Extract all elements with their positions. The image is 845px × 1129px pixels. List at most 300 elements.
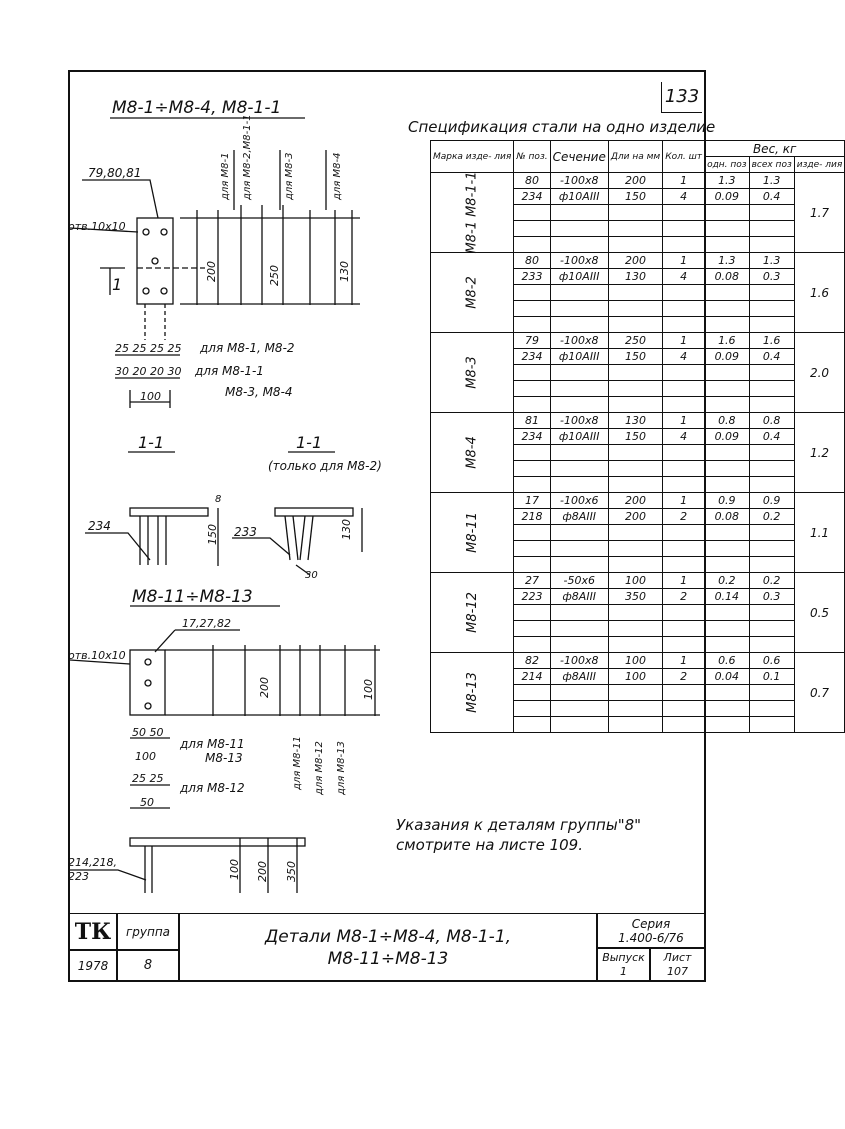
section-offset: 30 [305, 570, 318, 581]
spec-cell [608, 605, 662, 621]
spec-cell [608, 621, 662, 637]
spec-cell [514, 445, 550, 461]
sheet-cell [649, 947, 706, 982]
bottom-note-m8-12: для М8-12 [180, 781, 245, 795]
org-mark: ТК [68, 913, 118, 951]
spec-cell: 0.08 [705, 269, 750, 285]
spec-cell: 223 [514, 589, 550, 605]
issue-cell [596, 947, 651, 982]
spec-cell [550, 237, 608, 253]
top-drawing-title: M8-1÷M8-4, M8-1-1 [112, 98, 282, 118]
section-right-label: 1-1 [296, 433, 323, 452]
spec-cell [550, 637, 608, 653]
spec-cell: 0.6 [705, 653, 750, 669]
spec-cell [550, 221, 608, 237]
spec-cell: 233 [514, 269, 550, 285]
section-left-label: 1-1 [138, 433, 165, 452]
spec-cell [749, 541, 794, 557]
spec-mark: М8-3 [464, 356, 480, 389]
spec-cell: 80 [514, 253, 550, 269]
spec-cell: 27 [514, 573, 550, 589]
spec-cell: 1.3 [749, 173, 794, 189]
bottom-w2: 25 25 [132, 772, 164, 785]
spec-cell [514, 301, 550, 317]
spec-cell [514, 381, 550, 397]
spec-cell: ф10АIII [550, 429, 608, 445]
spec-cell [550, 557, 608, 573]
spec-cell [749, 365, 794, 381]
spec-cell [663, 445, 705, 461]
spec-cell [608, 381, 662, 397]
spec-cell [705, 381, 750, 397]
top-height-130: 130 [338, 261, 351, 282]
spec-cell: 150 [608, 349, 662, 365]
spec-cell: -100x8 [550, 253, 608, 269]
spec-cell: 0.2 [749, 573, 794, 589]
spec-cell: ф8АIII [550, 509, 608, 525]
table-row [431, 253, 845, 269]
spec-cell: 200 [608, 253, 662, 269]
spec-cell: 150 [608, 189, 662, 205]
spec-cell: 0.1 [749, 669, 794, 685]
spec-cell [705, 637, 750, 653]
spec-cell: 0.2 [749, 509, 794, 525]
spec-cell [663, 637, 705, 653]
spec-cell: 0.8 [705, 413, 750, 429]
spec-cell: 0.2 [705, 573, 750, 589]
spec-cell [663, 717, 705, 733]
spec-cell: 0.04 [705, 669, 750, 685]
section-right-note: (только для М8-2) [268, 459, 382, 473]
spec-cell [663, 221, 705, 237]
title-block [68, 913, 706, 982]
spec-cell [550, 301, 608, 317]
spec-mark-cell [431, 253, 514, 333]
spec-cell [608, 461, 662, 477]
spec-cell: 1.3 [705, 253, 750, 269]
spec-cell: 79 [514, 333, 550, 349]
spec-cell: 2 [663, 589, 705, 605]
note-m8-1-1: для М8-1-1 [195, 364, 264, 378]
spec-cell [550, 445, 608, 461]
note-m8-3-m8-4: М8-3, М8-4 [225, 385, 293, 399]
spec-cell [514, 477, 550, 493]
spec-cell: 1 [663, 173, 705, 189]
page-number: 133 [661, 82, 702, 113]
spec-cell [705, 685, 750, 701]
spec-cell [514, 365, 550, 381]
spec-cell: 200 [608, 493, 662, 509]
header-weight: Вес, кг [705, 141, 845, 157]
spec-cell [514, 637, 550, 653]
rod-length-350: 350 [285, 861, 298, 882]
spec-cell: -100x8 [550, 653, 608, 669]
spec-cell: 130 [608, 269, 662, 285]
dim-label-m8-3: для М8-3 [284, 152, 295, 200]
spec-cell [608, 637, 662, 653]
spec-cell [514, 717, 550, 733]
spec-mark-cell [431, 333, 514, 413]
spec-header-row [431, 141, 845, 157]
bottom-w1: 50 50 [132, 726, 164, 739]
spec-cell [550, 717, 608, 733]
spec-cell: 0.3 [749, 269, 794, 285]
spec-cell [663, 365, 705, 381]
spec-cell: 4 [663, 429, 705, 445]
spec-cell [663, 461, 705, 477]
spec-cell [514, 397, 550, 413]
spec-cell: 1 [663, 333, 705, 349]
spec-mark: М8-13 [464, 672, 480, 713]
spec-cell: 4 [663, 269, 705, 285]
spec-cell [749, 525, 794, 541]
spec-cell: 1.6 [749, 333, 794, 349]
spec-cell: 0.4 [749, 349, 794, 365]
spec-cell [749, 397, 794, 413]
spec-cell: 250 [608, 333, 662, 349]
table-row [431, 333, 845, 349]
table-row [431, 653, 845, 669]
spec-cell [550, 477, 608, 493]
spec-cell: 1.3 [749, 253, 794, 269]
spec-cell: ф10АIII [550, 189, 608, 205]
vert-label-m8-13: для М8-13 [336, 741, 347, 795]
spec-cell [608, 317, 662, 333]
spec-cell: 1.6 [705, 333, 750, 349]
spec-cell: 1 [663, 573, 705, 589]
table-row [431, 173, 845, 189]
issue-label: Выпуск [602, 950, 645, 964]
spec-cell [705, 477, 750, 493]
spec-cell [608, 541, 662, 557]
spec-cell: 0.08 [705, 509, 750, 525]
sheet-value: 107 [667, 964, 688, 978]
note-line-1: Указания к деталям группы"8" [396, 816, 642, 834]
top-height-250: 250 [268, 265, 281, 286]
bottom-height-100: 100 [362, 679, 375, 700]
spec-cell [514, 685, 550, 701]
spec-cell [749, 461, 794, 477]
spec-cell: ф10АIII [550, 269, 608, 285]
section-thick: 8 [215, 494, 222, 505]
spec-item-weight: 1.7 [794, 173, 845, 253]
spec-cell: 0.3 [749, 589, 794, 605]
spec-cell [749, 701, 794, 717]
spec-cell [663, 397, 705, 413]
spec-cell [514, 285, 550, 301]
spec-cell [749, 717, 794, 733]
spec-cell: 82 [514, 653, 550, 669]
spec-cell [608, 445, 662, 461]
top-width: 100 [140, 390, 161, 403]
spec-mark-cell [431, 493, 514, 573]
spec-mark: М8-1 М8-1-1 [464, 171, 480, 254]
spec-cell: 2 [663, 509, 705, 525]
spec-cell [608, 717, 662, 733]
series-value: 1.400-6/76 [618, 931, 684, 945]
top-callout: 79,80,81 [88, 166, 142, 180]
vert-label-m8-11: для М8-11 [292, 736, 303, 790]
header-pos: № поз. [514, 141, 550, 173]
group-number: 8 [116, 949, 180, 982]
spec-cell [550, 605, 608, 621]
spec-cell: ф8АIII [550, 669, 608, 685]
bottom-w1-total: 100 [135, 750, 156, 763]
spec-cell [514, 237, 550, 253]
spec-cell [705, 397, 750, 413]
spec-cell [608, 205, 662, 221]
spec-cell [663, 605, 705, 621]
spec-cell [550, 525, 608, 541]
spec-cell [749, 477, 794, 493]
spec-item-weight: 1.1 [794, 493, 845, 573]
spec-item-weight: 2.0 [794, 333, 845, 413]
spec-cell [608, 221, 662, 237]
spec-cell [749, 445, 794, 461]
spec-cell: 1 [663, 493, 705, 509]
spec-cell [749, 557, 794, 573]
spec-cell [663, 317, 705, 333]
header-qty: Кол. шт [663, 141, 705, 173]
header-mark: Марка изде- лия [431, 141, 514, 173]
spec-cell [705, 557, 750, 573]
spec-cell [705, 317, 750, 333]
table-row [431, 413, 845, 429]
spec-mark-cell [431, 413, 514, 493]
spec-cell: 80 [514, 173, 550, 189]
spec-cell [749, 637, 794, 653]
spec-cell: 234 [514, 349, 550, 365]
spec-cell [550, 621, 608, 637]
spec-cell: 1.3 [705, 173, 750, 189]
spec-cell [514, 461, 550, 477]
spec-mark-cell [431, 173, 514, 253]
spec-cell [705, 525, 750, 541]
spec-cell: 17 [514, 493, 550, 509]
row-25: 25 25 25 25 [115, 342, 182, 355]
spec-cell [514, 317, 550, 333]
spec-cell [608, 525, 662, 541]
spec-cell [550, 317, 608, 333]
header-length: Дли на мм [608, 141, 662, 173]
spec-cell: 0.8 [749, 413, 794, 429]
spec-cell [514, 205, 550, 221]
spec-cell: -100x6 [550, 493, 608, 509]
spec-cell [749, 301, 794, 317]
bottom-note-m8-11: для М8-11 [180, 737, 245, 751]
spec-mark: М8-11 [464, 512, 480, 553]
spec-cell [608, 365, 662, 381]
rods-callout: 214,218, [68, 856, 117, 869]
spec-cell [663, 301, 705, 317]
spec-cell [550, 205, 608, 221]
spec-cell [514, 621, 550, 637]
spec-cell [705, 717, 750, 733]
spec-mark-cell [431, 653, 514, 733]
spec-item-weight: 0.5 [794, 573, 845, 653]
spec-cell [608, 237, 662, 253]
bottom-note-m8-13: М8-13 [205, 751, 243, 765]
spec-cell [550, 701, 608, 717]
spec-cell [705, 445, 750, 461]
spec-cell [705, 461, 750, 477]
spec-cell [550, 541, 608, 557]
section-right-pos: 233 [234, 525, 257, 539]
spec-cell [514, 525, 550, 541]
spec-cell: 234 [514, 429, 550, 445]
header-w-all: всех поз [749, 157, 794, 173]
bottom-callout: 17,27,82 [182, 617, 231, 630]
spec-cell: 1 [663, 653, 705, 669]
vert-label-m8-12: для М8-12 [314, 741, 325, 795]
spec-cell [663, 237, 705, 253]
spec-cell [608, 477, 662, 493]
spec-cell: 1 [663, 253, 705, 269]
spec-cell [663, 701, 705, 717]
spec-cell [705, 301, 750, 317]
spec-cell [514, 605, 550, 621]
spec-cell: 1 [663, 413, 705, 429]
spec-cell [749, 317, 794, 333]
spec-item-weight: 1.2 [794, 413, 845, 493]
header-w-item: изде- лия [794, 157, 845, 173]
spec-cell: -100x8 [550, 173, 608, 189]
bottom-drawing-title: M8-11÷M8-13 [132, 587, 253, 607]
spec-cell: 130 [608, 413, 662, 429]
spec-mark: М8-4 [464, 436, 480, 469]
section-left-pos: 234 [88, 519, 111, 533]
spec-cell: 200 [608, 509, 662, 525]
dim-label-m8-1: для М8-1 [220, 152, 231, 200]
spec-cell [514, 701, 550, 717]
spec-cell [663, 541, 705, 557]
spec-cell [749, 237, 794, 253]
header-w-one: одн. поз [705, 157, 750, 173]
spec-cell [749, 205, 794, 221]
spec-cell: 214 [514, 669, 550, 685]
spec-cell [749, 605, 794, 621]
spec-cell [608, 397, 662, 413]
row-30: 30 20 20 30 [115, 365, 182, 378]
spec-mark: М8-12 [464, 592, 480, 633]
spec-cell [550, 461, 608, 477]
top-hole-label: отв.10x10 [68, 220, 126, 233]
spec-cell: -50x6 [550, 573, 608, 589]
spec-cell [608, 557, 662, 573]
spec-cell [705, 237, 750, 253]
spec-cell [514, 221, 550, 237]
spec-mark-cell [431, 573, 514, 653]
spec-cell: 100 [608, 669, 662, 685]
spec-cell [663, 477, 705, 493]
section-mark: 1 [112, 275, 123, 294]
spec-cell [663, 205, 705, 221]
spec-cell: 100 [608, 573, 662, 589]
spec-cell: 4 [663, 189, 705, 205]
spec-cell [550, 365, 608, 381]
spec-cell [608, 685, 662, 701]
spec-cell [550, 397, 608, 413]
section-left-height: 150 [206, 524, 219, 545]
spec-cell [514, 557, 550, 573]
rod-length-200: 200 [256, 861, 269, 882]
spec-item-weight: 1.6 [794, 253, 845, 333]
group-label: группа [116, 913, 180, 951]
spec-cell: ф10АIII [550, 349, 608, 365]
spec-item-weight: 0.7 [794, 653, 845, 733]
spec-table [430, 140, 845, 733]
spec-cell: 2 [663, 669, 705, 685]
issue-value: 1 [620, 964, 627, 978]
spec-cell: 81 [514, 413, 550, 429]
spec-cell: 0.4 [749, 189, 794, 205]
spec-cell [663, 285, 705, 301]
spec-cell [705, 205, 750, 221]
series-cell [596, 913, 706, 949]
spec-cell: -100x8 [550, 333, 608, 349]
spec-cell: 200 [608, 173, 662, 189]
dim-label-m8-4: для М8-4 [332, 152, 343, 200]
spec-cell: 0.9 [705, 493, 750, 509]
spec-cell [749, 685, 794, 701]
spec-cell: 4 [663, 349, 705, 365]
sheet-label: Лист [663, 950, 692, 964]
spec-title: Спецификация стали на одно изделие [408, 118, 716, 136]
spec-cell: -100x8 [550, 413, 608, 429]
spec-cell [705, 365, 750, 381]
dim-label-m8-2: для М8-2,М8-1-1 [242, 114, 253, 200]
header-section: Сечение [550, 141, 608, 173]
spec-cell: 0.4 [749, 429, 794, 445]
spec-cell [514, 541, 550, 557]
bottom-w2-total: 50 [140, 796, 154, 809]
spec-cell [608, 701, 662, 717]
note-m8-1-m8-2: для М8-1, М8-2 [200, 341, 295, 355]
rods-callout-2: 223 [68, 870, 89, 883]
spec-cell: 0.09 [705, 349, 750, 365]
spec-cell [749, 221, 794, 237]
spec-cell [550, 685, 608, 701]
section-right-height: 130 [340, 519, 353, 540]
spec-mark: М8-2 [464, 276, 480, 309]
spec-cell: 0.6 [749, 653, 794, 669]
spec-cell [663, 621, 705, 637]
bottom-height-200: 200 [258, 677, 271, 698]
drawing-title-line-1: Детали М8-1÷М8-4, М8-1-1, [264, 926, 512, 947]
spec-cell: 350 [608, 589, 662, 605]
series-label: Серия [631, 917, 671, 931]
drawing-title-line-2: М8-11÷М8-13 [327, 948, 449, 969]
bottom-hole-label: отв.10x10 [68, 649, 126, 662]
spec-cell [608, 285, 662, 301]
year: 1978 [68, 949, 118, 982]
spec-cell [749, 621, 794, 637]
spec-cell [705, 285, 750, 301]
spec-cell [663, 381, 705, 397]
spec-cell [705, 701, 750, 717]
table-row [431, 573, 845, 589]
spec-cell [705, 541, 750, 557]
spec-cell: 234 [514, 189, 550, 205]
spec-cell [663, 685, 705, 701]
spec-cell: 0.09 [705, 189, 750, 205]
spec-cell [550, 381, 608, 397]
spec-cell [705, 605, 750, 621]
top-height-200: 200 [205, 261, 218, 282]
spec-cell [663, 557, 705, 573]
spec-cell [663, 525, 705, 541]
spec-cell: 0.14 [705, 589, 750, 605]
